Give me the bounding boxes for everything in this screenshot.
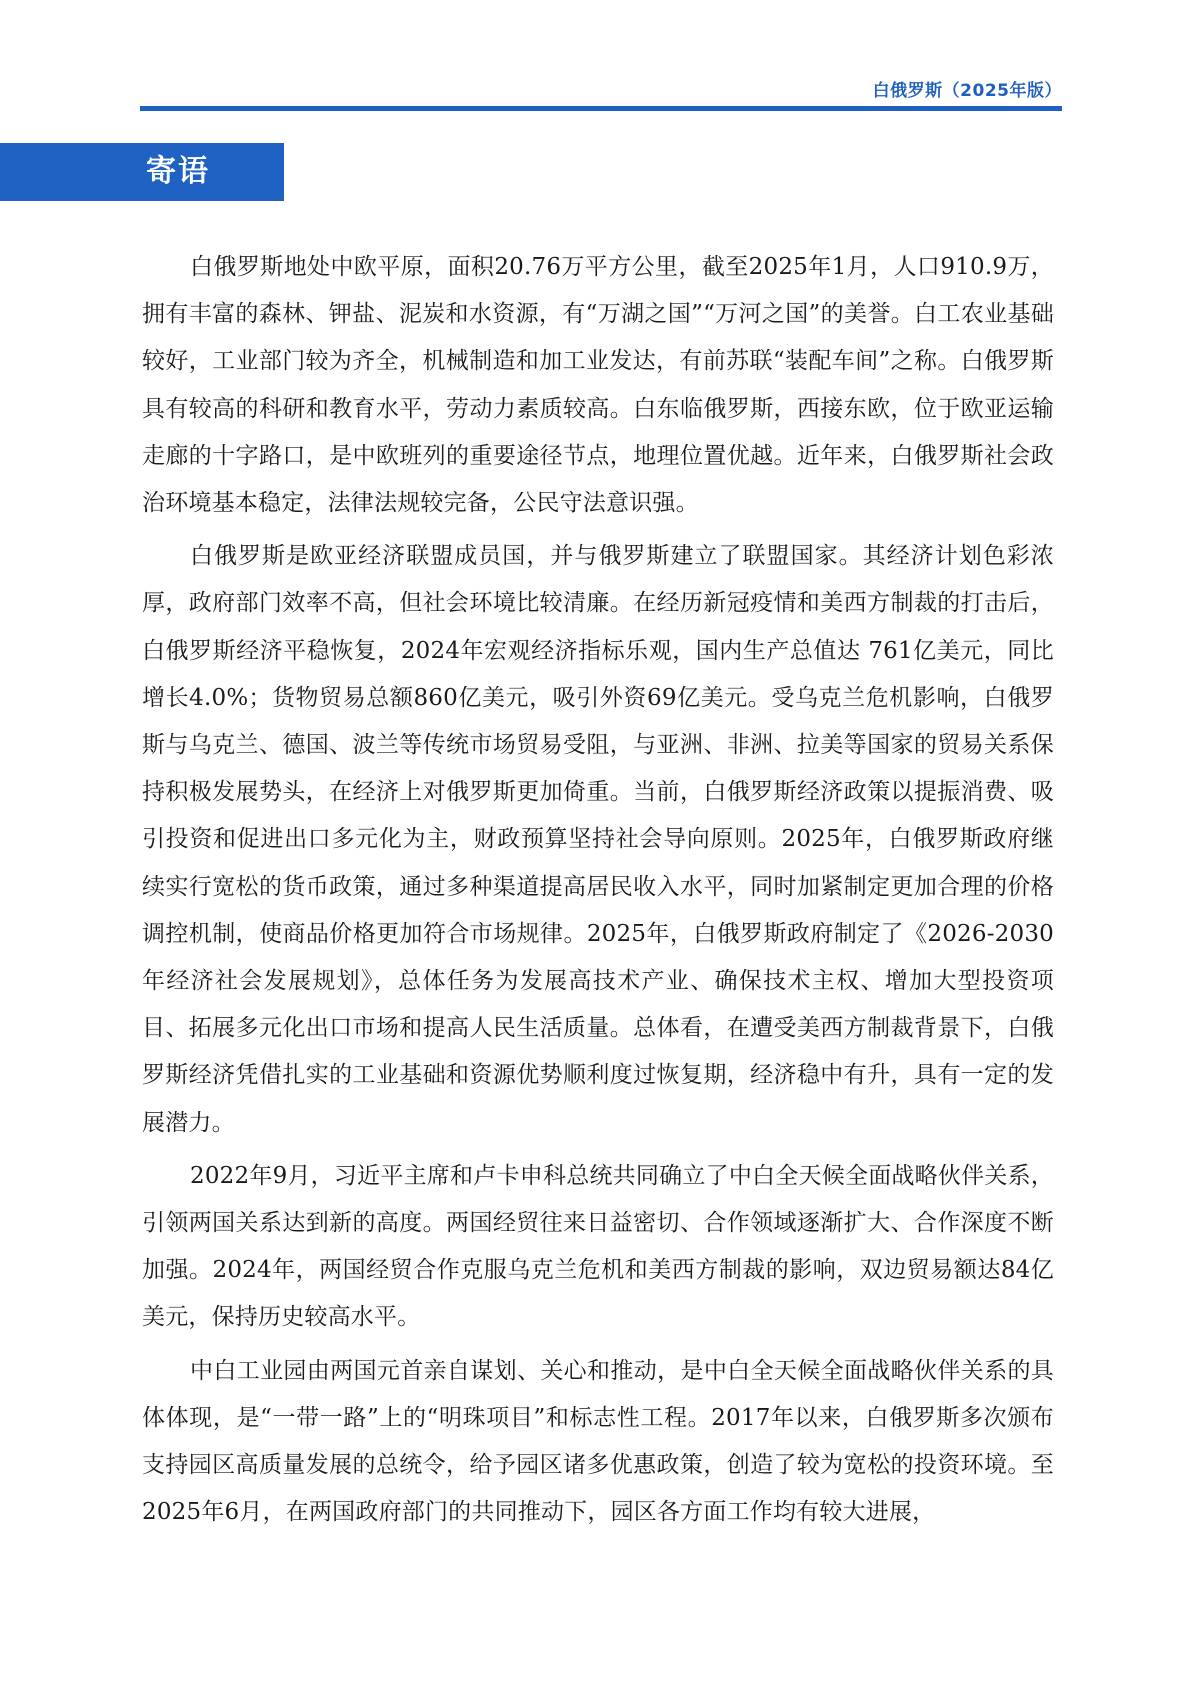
section-title: 寄语 (146, 154, 210, 189)
paragraph: 中白工业园由两国元首亲自谋划、关心和推动，是中白全天候全面战略伙伴关系的具体体现，是“一带一路”上的“明珠项目”和标志性工程。2017年以来，白俄罗斯多次颁布支持园区高质量发展的总统令，给予园区诸多优惠政策，创造了较为宽松的投资环境。至2025年6月，在两国政府部门的共同推动下，园区各方面工作均有较大进展， (142, 1357, 1054, 1526)
paragraph: 白俄罗斯是欧亚经济联盟成员国，并与俄罗斯建立了联盟国家。其经济计划色彩浓厚，政府部门效率不高，但社会环境比较清廉。在经历新冠疫情和美西方制裁的打击后，白俄罗斯经济平稳恢复，2024年宏观经济指标乐观，国内生产总值达 761亿美元，同比增长4.0%；货物贸易总额860亿美元，吸引外资69亿美元。受乌克兰危机影响，白俄罗斯与乌克兰、德国、波兰等传统市场贸易受阻，与亚洲、非洲、拉美等国家的贸易关系保持积极发展势头，在经济上对俄罗斯更加倚重。当前，白俄罗斯经济政策以提振消费、吸引投资和促进出口多元化为主，财政预算坚持社会导向原则。2025年，白俄罗斯政府继续实行宽松的货币政策，通过多种渠道提高居民收入水平，同时加紧制定更加合理的价格调控机制，使商品价格更加符合市场规律。2025年，白俄罗斯政府制定了《2026-2030年经济社会发展规划》，总体任务为发展高技术产业、确保技术主权、增加大型投资项目、拓展多元化出口市场和提高人民生活质量。总体看，在遭受美西方制裁背景下，白俄罗斯经济凭借扎实的工业基础和资源优势顺利度过恢复期，经济稳中有升，具有一定的发展潜力。 (142, 543, 1054, 1136)
paragraph: 白俄罗斯地处中欧平原，面积20.76万平方公里，截至2025年1月，人口910.9万，拥有丰富的森林、钾盐、泥炭和水资源，有“万湖之国”“万河之国”的美誉。白工农业基础较好，工业部门较为齐全，机械制造和加工业发达，有前苏联“装配车间”之称。白俄罗斯具有较高的科研和教育水平，劳动力素质较高。白东临俄罗斯，西接东欧，位于欧亚运输走廊的十字路口，是中欧班列的重要途径节点，地理位置优越。近年来，白俄罗斯社会政治环境基本稳定，法律法规较完备，公民守法意识强。 (142, 254, 1054, 517)
running-header-title: 白俄罗斯（2025年版） (872, 81, 1062, 101)
header-rule (140, 106, 1062, 111)
section-banner (0, 143, 284, 201)
body-text (142, 244, 1054, 1542)
paragraph: 2022年9月，习近平主席和卢卡申科总统共同确立了中白全天候全面战略伙伴关系，引领两国关系达到新的高度。两国经贸往来日益密切、合作领域逐渐扩大、合作深度不断加强。2024年，两国经贸合作克服乌克兰危机和美西方制裁的影响，双边贸易额达84亿美元，保持历史较高水平。 (142, 1162, 1054, 1331)
